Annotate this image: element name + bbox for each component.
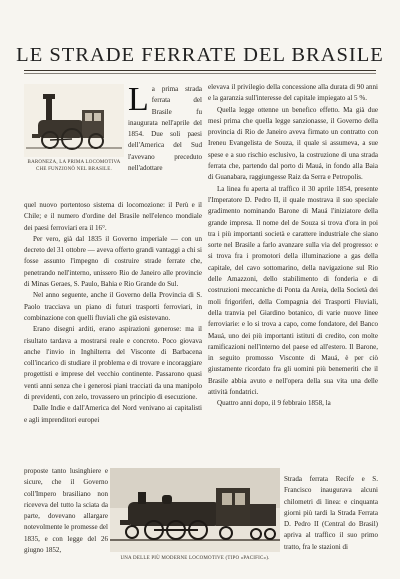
article-title: LE STRADE FERRATE DEL BRASILE bbox=[16, 44, 384, 66]
modern-locomotive-illustration bbox=[110, 468, 280, 552]
old-locomotive-illustration bbox=[24, 84, 124, 157]
figure1-caption: BARONEZA, LA PRIMA LOCOMOTIVA CHE FUNZIONÒ NEL BRASILE. bbox=[27, 160, 121, 172]
paragraph: elevava il privilegio della concessione alla durata di 90 anni e la garanzia sull'interesse del capitale impiegato al 5 %. bbox=[208, 83, 378, 103]
paragraph: Quattro anni dopo, il 9 febbraio 1858, la bbox=[217, 399, 331, 408]
paragraph: La linea fu aperta al traffico il 30 aprile 1854, presente l'Imperatore D. Pedro II, il quale mostrava il suo speciale gradimento nominando Barone di Mauá l'iniziatore della grande impresa. Il nome del de Souza si trova d'ora in poi tra i più importanti società e carattere industriale che siano sorte nel Brasile a farlo avanzare sulla via del progresso: e si trova fra i promotori della illuminazione a gas della capitale, del cavo sottomarino, della navigazione sul Rio delle Amazzoni, dello stabilimento di fonderia e di costruzioni meccaniche di Ponta da Areia, della Società dei moli frigoriferi, della Compagnia dei Trasporti Fluviali, della tranvia pel Giardino botanico, di varie nuove linee ferroviarie: e lo si trova a capo, come fondatore, del Banco Mauá, uno dei più importanti istituti di credito, con molte ramificazioni nell'interno del paese ed all'estero. Il Barone, in seguito promosso Visconte di Mauá, è per ciò giustamente ricordato fra gli uomini più benemeriti che il Brasile abbia avuto e nell'opera della sua vita una delle attività fondatrici. bbox=[208, 184, 378, 397]
paragraph: Per vero, già dal 1835 il Governo imperiale — con un decreto del 31 ottobre — aveva offerto grandi vantaggi a chi si fosse assunto l'impegno di costruire strade ferrate che, penetrando nell'interno, unissero Rio de Janeiro alle provincie di Minas Geraes, S. Paulo, Bahia e Rio Grande do Sul. bbox=[24, 234, 202, 289]
intro-paragraph bbox=[128, 81, 202, 174]
title-rule bbox=[24, 70, 376, 71]
title-rule-thin bbox=[24, 73, 376, 74]
figure2-caption: UNA DELLE PIÙ MODERNE LOCOMOTIVE (TIPO «PACIFIC»). bbox=[120, 556, 270, 561]
left-column-continued: proposte tanto lusinghiere e sicure, che il Governo coll'Impero brasiliano non riceveva del tutto la sciata da parte, dovevano allargare notevolmente le promesse del 1835, e con legge del 26 giugno 1852, bbox=[24, 467, 108, 555]
paragraph: Quella legge ottenne un benefico effetto. Ma già due mesi prima che quella legge sanzionasse, il Governo della provincia di Rio de Janeiro aveva firmato un contratto con Ireneu Evangelista de Souza, il quale si assumeva, a sue spese e a suo rischio esclusivo, la costruzione di una strada ferrata che, partendo dal porto di Mauá, in fondo alla Baia di Guanabara, raggiungesse Raiz da Serra e Petropolis. bbox=[208, 105, 378, 182]
paragraph: Nel anno seguente, anche il Governo della Provincia di S. Paolo tracciava un piano di futuri trasporti ferroviari, in combinazione con quelli fluviali che già esistevano. bbox=[24, 291, 202, 322]
paragraph: Erano disegni arditi, erano aspirazioni generose: ma il risultato tardava a mostrarsi reale e concreto. Poco giovava anche l'invio in Inghilterra del Visconte di Barbacena coll'incarico di studiare il problema e di trovare e incoraggiare progettisti e imprese del vecchio continente. Passarono quasi venti anni senza che i generosi piani tracciati da una manipolo di previdenti, con zelo, trovassero un principio di esecuzione. bbox=[24, 325, 202, 402]
paragraph: Dalle Indie e dall'America del Nord venivano ai capitalisti e agli imprenditori europei bbox=[24, 404, 202, 424]
intro-text: a prima strada ferrata del Brasile fu inaugurata nell'aprile del 1854. Due soli paesi dell'America del Sud l'avevano preceduto nell'adottare bbox=[128, 85, 202, 173]
left-column bbox=[24, 200, 202, 426]
right-column bbox=[208, 82, 378, 410]
right-column-continued: Strada ferrata Recife e S. Francisco inaugurava alcuni chilometri di linea: e cinquanta giorni più tardi la Strada Ferrata D. Pedro II (Central do Brasil) apriva al traffico il suo primo tratto, fra le stazioni di bbox=[284, 475, 378, 551]
drop-cap: L bbox=[128, 81, 149, 118]
paragraph: quel nuovo portentoso sistema di locomozione: il Perù e il Chile; e il numero d'ordine del Brasile nell'elenco mondiale dei paesi ferroviari era il 16°. bbox=[24, 201, 202, 232]
